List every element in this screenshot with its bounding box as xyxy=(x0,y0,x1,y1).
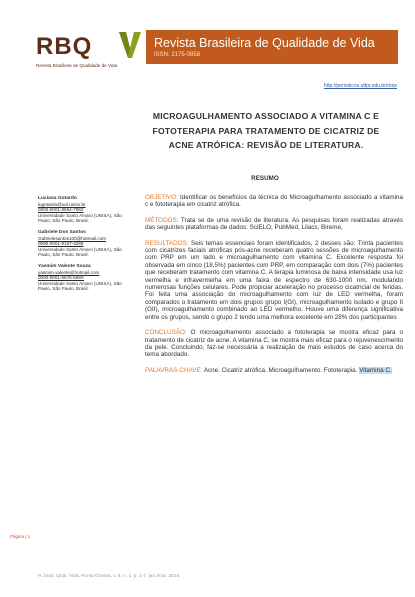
abstract-body xyxy=(145,194,403,382)
journal-logo xyxy=(36,30,146,74)
author-email-link[interactable]: lugotardo@uol.uniso.br xyxy=(38,201,86,207)
author-entry xyxy=(38,264,132,292)
logo-text: RBQ xyxy=(36,33,93,60)
objetivo-label: OBJETIVO: xyxy=(145,194,178,201)
journal-header xyxy=(0,30,415,74)
author-email-link[interactable]: Gabrielesantos100@hotmail.com xyxy=(38,235,106,241)
author-orcid-link[interactable]: 0000-0001-8654-7962 xyxy=(38,207,84,213)
resultados-text: Seis temas essenciais foram identificados, 2 desses são: Trinta pacientes com cicatrizes faciais atróficas pós-acne receberam quatro sessões de microagulhamento com PRP em um lado e microagulhamento com vitamina C. Excelente resposta foi observada em cinco (18,5%) pacientes com PRP, em comparação com dois (7%) pacientes que receberam tratamento com vitamina C. A terapia luminosa de baixa intensidade usa luz vermelha e infravermelha em uma faixa de espectro de 630-1000 nm, modulando numerosas funções celulares. Pode propiciar aceleração no processo cicatricial de feridas. Foi feita uma associação do microagulhamento com luz de LED vermelha, foram comparados o tratamento em dois grupos grupo I(GI), microagulhamento isolado e grupo II (GII), microagulhamento combinado ao LED vermelho. Houve uma diferença significativa entre os grupos, sendo o grupo 2 tendo uma melhora excelente em 28% dos participantes xyxy=(145,239,403,321)
logo-subtitle: Revista Brasileira de Qualidade de Vida xyxy=(36,63,118,68)
abstract-objetivo xyxy=(145,194,403,209)
title-line: MICROAGULHAMENTO ASSOCIADO A VITAMINA C E xyxy=(152,111,380,121)
author-name: Yasmim Valente Souza xyxy=(38,263,91,269)
author-affiliation: Universidade Santo Amaro (UNISA), São Paulo, São Paulo, Brasil. xyxy=(38,212,122,224)
author-orcid-link[interactable]: 0000-0001-6575-568X xyxy=(38,275,84,281)
author-entry xyxy=(38,196,132,224)
author-name: Luciana Gotardo xyxy=(38,196,77,201)
abstract-conclusao xyxy=(145,329,403,359)
abstract-resultados xyxy=(145,240,403,321)
metodos-label: MÉTODOS: xyxy=(145,216,179,224)
author-list xyxy=(38,196,132,298)
palavras-chave-text: Acne. Cicatriz atrófica. Microagulhamento. Fototerapia. xyxy=(202,366,360,374)
page-number: Página | 1 xyxy=(10,534,31,539)
citation-footer: R. bras. Qual. Vida, Ponta Grossa, v. 8, n. 1, p. 1-7, jan./mar. 2016. xyxy=(38,574,181,579)
article-title xyxy=(136,109,396,153)
author-name: Gabriele Dos Santos xyxy=(38,229,86,235)
title-line: ACNE ATRÓFICA: REVISÃO DE LITERATURA. xyxy=(168,140,364,150)
conclusao-text: O microagulhamento associado a fototerapia se mostra eficaz para o tratamento de cicatriz de acne. A vitamina C, se mostra mais eficaz para o rejuvenescimento da pele. Concluindo, faz-se necessária a realização de mais estudos de caso acerca do tema abordado. xyxy=(145,329,403,359)
abstract-palavras-chave xyxy=(145,367,403,374)
journal-title: Revista Brasileira de Qualidade de Vida xyxy=(154,36,375,50)
metodos-text: Trata se de uma revisão de literatura. As pesquisas foram realizadas através das seguintes plataformas de dados: SciELO, PubMed, Lilacs, Bireme, xyxy=(145,216,403,232)
author-affiliation: Universidade Santo Amaro (UNISA), São Paulo, São Paulo, Brasil. xyxy=(38,246,122,258)
journal-title-band xyxy=(146,30,398,64)
journal-url-link[interactable]: http://periodicos.utfpr.edu.br/rbqv xyxy=(323,83,397,89)
logo-v-icon xyxy=(119,32,141,58)
abstract-metodos xyxy=(145,217,403,232)
author-email-link[interactable]: yasmim.valente@hotmail.com xyxy=(38,269,100,275)
resumo-heading: RESUMO xyxy=(251,175,279,182)
resultados-label: RESULTADOS: xyxy=(145,239,189,247)
journal-issn: ISSN: 2175-0858 xyxy=(154,52,201,58)
author-affiliation: Universidade Santo Amaro (UNISA), São Paulo, São Paulo, Brasil. xyxy=(38,280,122,292)
author-entry xyxy=(38,230,132,258)
conclusao-label: CONCLUSÃO: xyxy=(145,329,187,337)
objetivo-text: Identificar os benefícios da técnica do Microagulhamento associado a vitamina c e fototerapia em cicatriz atrófica. xyxy=(145,194,403,209)
palavras-chave-label: PALAVRAS-CHAVE: xyxy=(145,366,203,374)
title-line: FOTOTERAPIA PARA TRATAMENTO DE CICATRIZ DE xyxy=(152,125,380,136)
highlighted-keyword[interactable]: Vitamina C. xyxy=(359,366,392,374)
author-orcid-link[interactable]: 0000-0001-9157-4265 xyxy=(38,241,84,247)
